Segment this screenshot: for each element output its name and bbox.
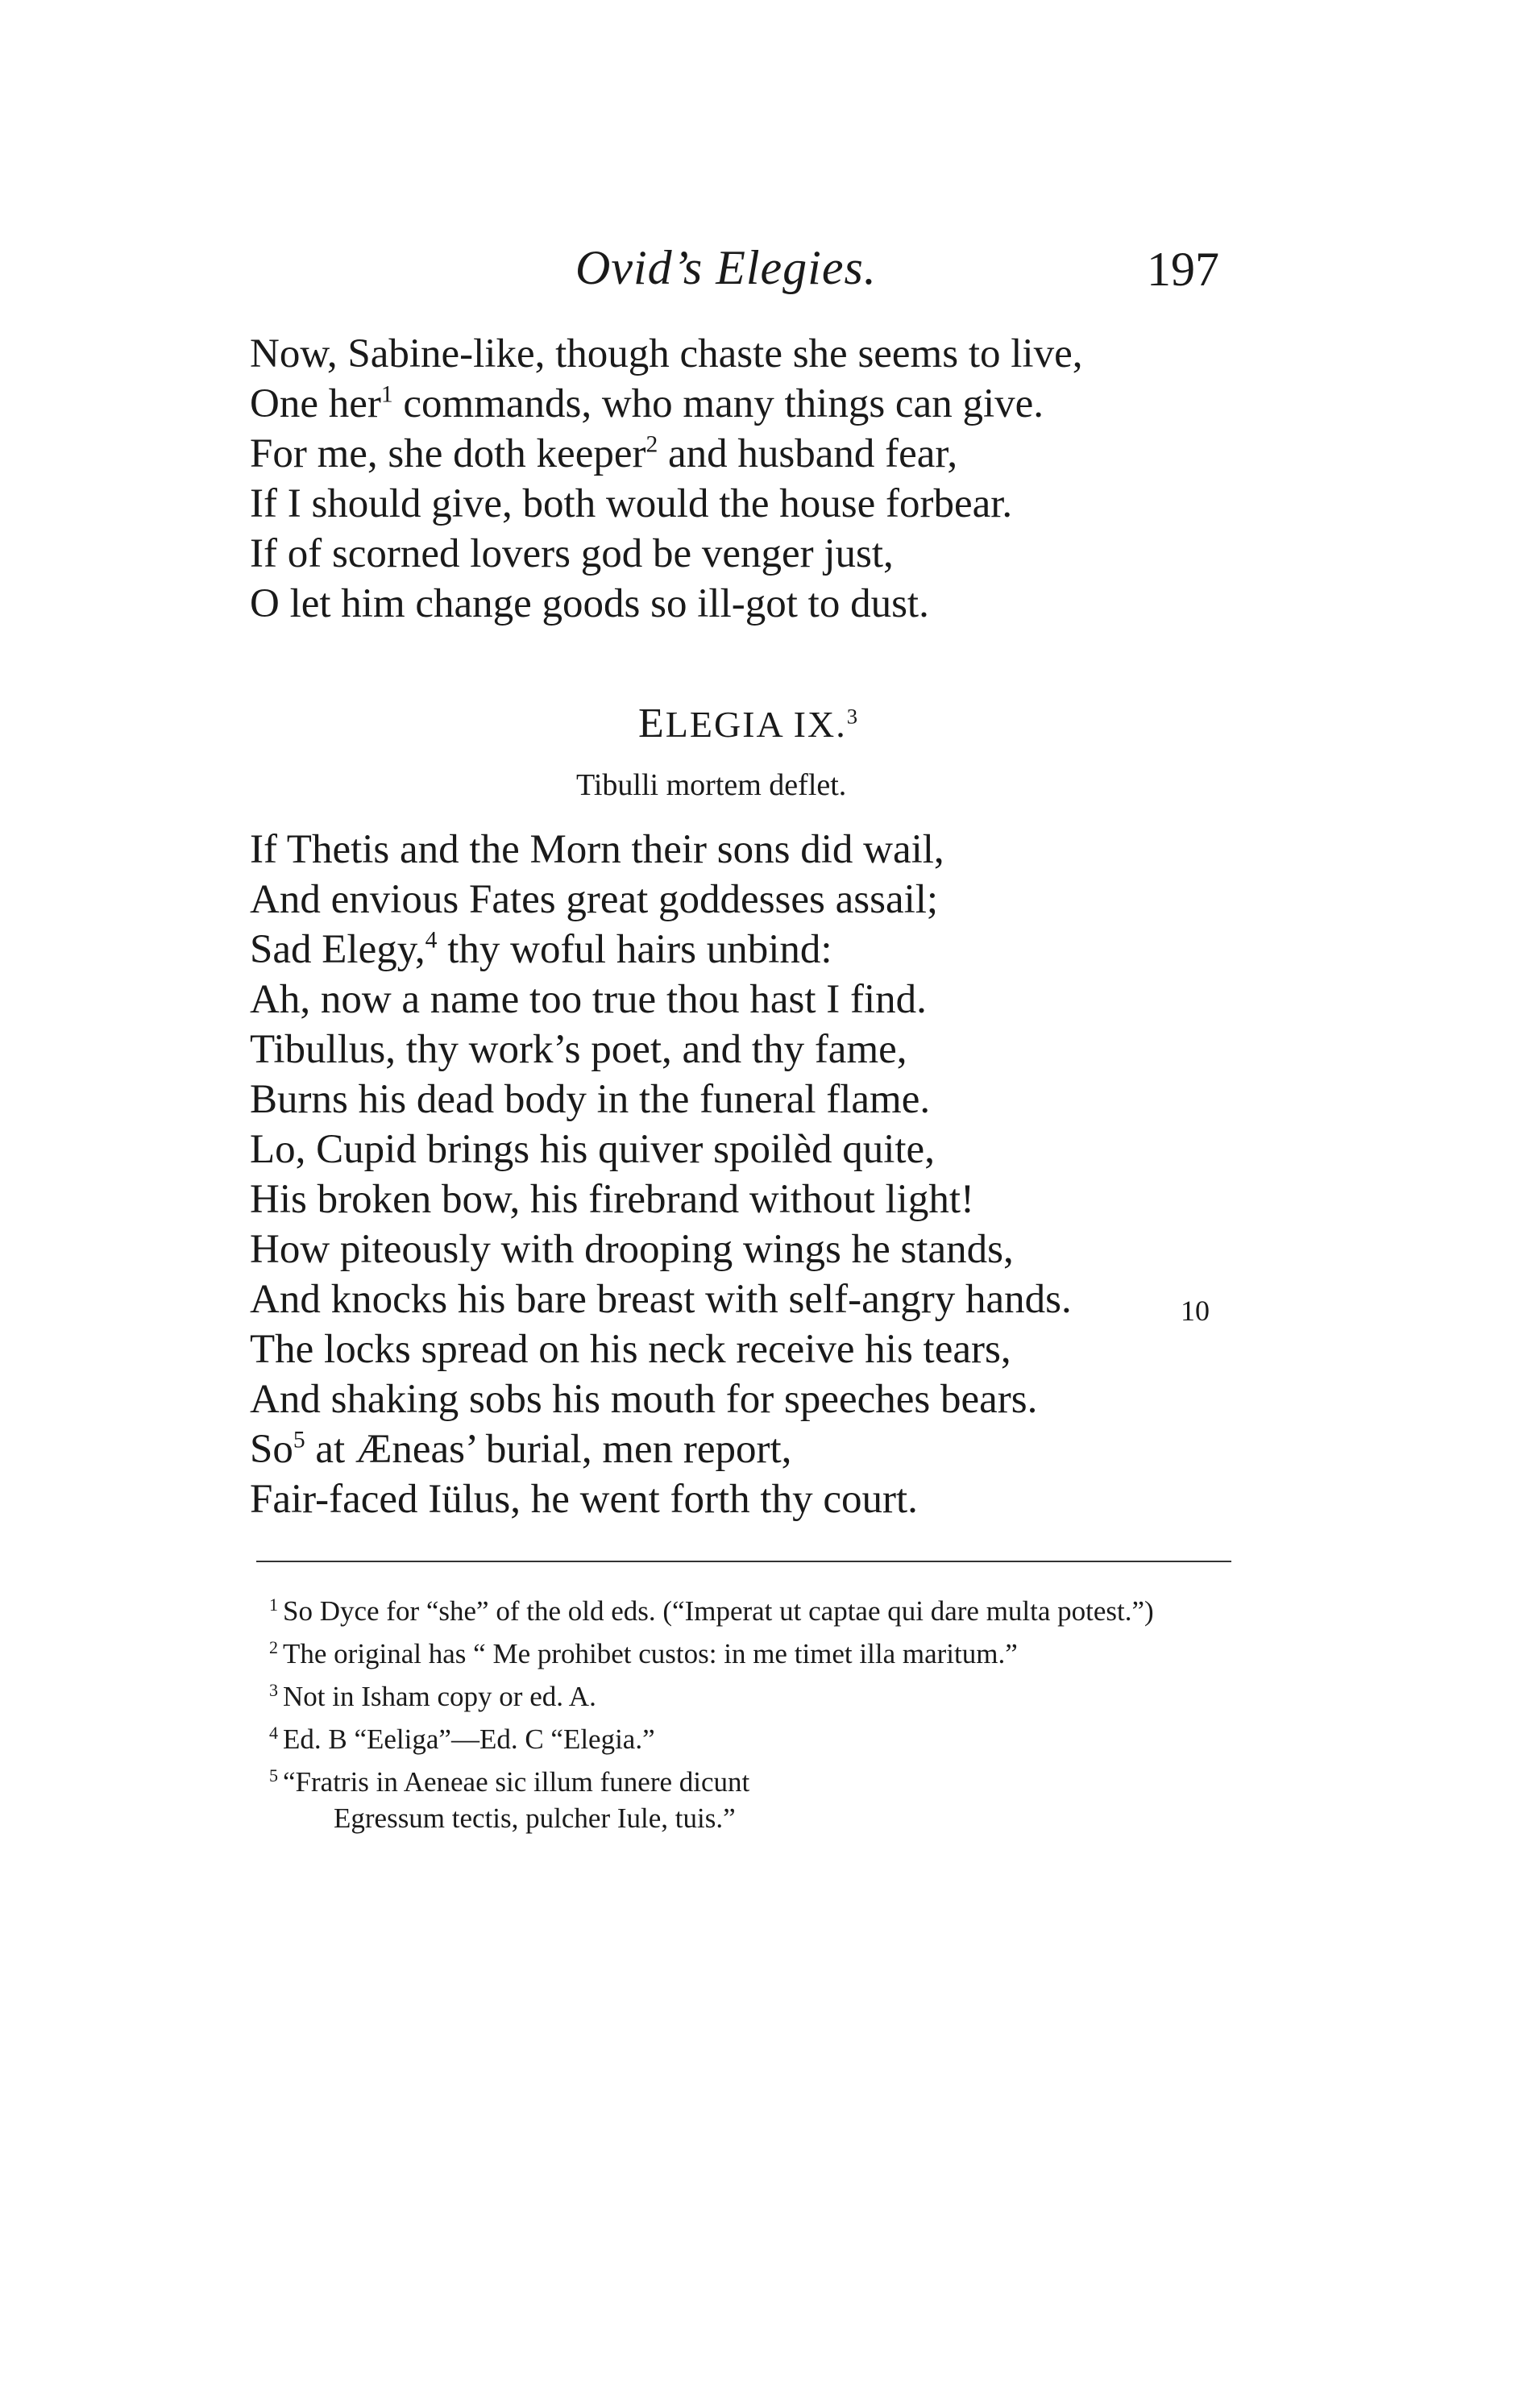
note-ref-2: 2 xyxy=(645,431,658,458)
footnote-1 xyxy=(256,1586,1231,1629)
verse-text: commands, who many things can give. xyxy=(403,381,1044,426)
verse-line xyxy=(250,925,1072,975)
verse-block-top xyxy=(250,329,1082,629)
verse-line: If Thetis and the Morn their sons did wail, xyxy=(250,827,944,872)
footnote-4 xyxy=(256,1715,1231,1757)
footnote-text-continued: Egressum tectis, pulcher Iule, tuis.” xyxy=(334,1802,736,1834)
verse-line xyxy=(250,1274,1210,1327)
verse-line: How piteously with drooping wings he stands, xyxy=(250,1227,1014,1272)
verse-line: Tibullus, thy work’s poet, and thy fame, xyxy=(250,1027,907,1072)
footnote-mark: 3 xyxy=(269,1680,278,1700)
note-ref-5: 5 xyxy=(293,1427,305,1453)
verse-text: and husband fear, xyxy=(668,431,958,476)
line-number: 10 xyxy=(1181,1295,1210,1327)
footnote-text: The original has “ Me prohibet custos: in me timet illa maritum.” xyxy=(283,1638,1018,1669)
verse-line xyxy=(250,379,1082,429)
verse-text: And knocks his bare breast with self-angry hands. xyxy=(250,1277,1072,1322)
verse-line: His broken bow, his firebrand without light! xyxy=(250,1177,974,1222)
verse-line: Lo, Cupid brings his quiver spoilèd quite, xyxy=(250,1127,935,1172)
footnote-mark: 5 xyxy=(269,1765,278,1786)
page-number: 197 xyxy=(1147,243,1219,296)
verse-line: And shaking sobs his mouth for speeches bears. xyxy=(250,1377,1038,1422)
heading-text: LEGIA IX. xyxy=(665,704,847,745)
running-title: Ovid’s Elegies. xyxy=(575,241,877,294)
verse-text: One her xyxy=(250,381,381,426)
note-ref-3: 3 xyxy=(846,704,860,729)
verse-line xyxy=(250,429,1082,479)
verse-text: Sad Elegy, xyxy=(250,927,425,972)
verse-line: If I should give, both would the house forbear. xyxy=(250,481,1013,526)
footnote-text: Ed. B “Eeliga”—Ed. C “Elegia.” xyxy=(283,1723,655,1755)
verse-block-main xyxy=(250,825,1210,1524)
verse-line: Burns his dead body in the funeral flame. xyxy=(250,1077,931,1122)
footnote-3 xyxy=(256,1672,1231,1715)
verse-line: Ah, now a name too true thou hast I find. xyxy=(250,977,927,1022)
verse-text: So xyxy=(250,1427,293,1472)
verse-line: Now, Sabine-like, though chaste she seems to live, xyxy=(250,331,1083,376)
note-ref-1: 1 xyxy=(380,381,393,408)
footnote-2 xyxy=(256,1629,1231,1672)
elegy-subtitle: Tibulli mortem deflet. xyxy=(576,768,847,802)
verse-line: If of scorned lovers god be venger just, xyxy=(250,531,894,576)
footnote-divider xyxy=(256,1561,1231,1562)
verse-line: Fair-faced Iülus, he went forth thy court. xyxy=(250,1477,918,1522)
footnote-text: So Dyce for “she” of the old eds. (“Imperat ut captae qui dare multa potest.”) xyxy=(283,1595,1154,1627)
verse-line: O let him change goods so ill-got to dust. xyxy=(250,581,929,626)
verse-text: For me, she doth keeper xyxy=(250,431,646,476)
footnote-5 xyxy=(256,1757,1231,1836)
verse-line xyxy=(250,1424,1072,1474)
footnote-mark: 4 xyxy=(269,1723,278,1743)
footnote-mark: 2 xyxy=(269,1637,278,1657)
footnotes xyxy=(256,1586,1231,1836)
verse-line: The locks spread on his neck receive his tears, xyxy=(250,1327,1011,1372)
footnote-mark: 1 xyxy=(269,1594,278,1615)
verse-line: And envious Fates great goddesses assail; xyxy=(250,877,939,922)
footnote-text: Not in Isham copy or ed. A. xyxy=(283,1681,596,1712)
footnote-text: “Fratris in Aeneae sic illum funere dicunt xyxy=(283,1766,750,1798)
verse-text: at Æneas’ burial, men report, xyxy=(315,1427,792,1472)
note-ref-4: 4 xyxy=(425,927,438,954)
verse-text: thy woful hairs unbind: xyxy=(447,927,832,972)
heading-initial: E xyxy=(638,701,666,746)
